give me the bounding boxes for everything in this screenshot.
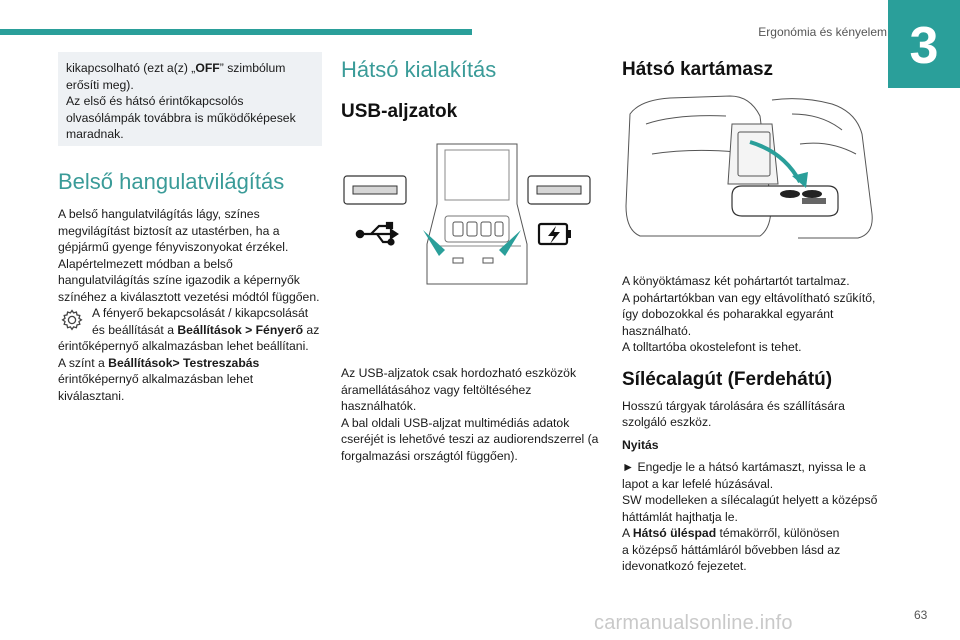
text-line: A pohártartókban van egy eltávolítható szűkítő, xyxy=(622,290,876,305)
text-line: így dobozokkal és poharakkal egyaránt xyxy=(622,307,834,321)
text-line: Hosszú tárgyak tárolására és szállítására xyxy=(622,398,845,413)
settings-instruction xyxy=(58,305,322,338)
ambient-paragraph xyxy=(58,206,322,305)
heading-rear-layout: Hátsó kialakítás xyxy=(341,57,497,82)
armrest-paragraph xyxy=(622,273,884,356)
usb-ports-illustration xyxy=(341,134,603,294)
usb-port-left xyxy=(344,176,406,204)
column-right xyxy=(622,52,884,575)
heading-ski-tunnel: Sílécalagút (Ferdehátú) xyxy=(622,368,833,390)
note-line: kikapcsolható (ezt a(z) „OFF” szimbólum xyxy=(66,61,286,75)
text-line: ► Engedje le a hátsó kartámaszt, nyissa le a xyxy=(622,460,866,474)
text-line: cseréjét is lehetővé teszi az audiorendszerrel (a xyxy=(341,432,599,446)
column-left xyxy=(58,52,322,404)
text-line: A könyöktámasz két pohártartót tartalmaz. xyxy=(622,274,850,288)
text-line: hangulatvilágítás színe igazodik a képernyők xyxy=(58,273,300,287)
text-line: A bal oldali USB-aljzat multimédiás adatok xyxy=(341,415,570,430)
text-line: színéhez a kiválasztott vezetési módtól függően. xyxy=(58,289,320,304)
text-line: forgalmazási országtól függően). xyxy=(341,448,518,463)
text-line: használható. xyxy=(622,323,692,338)
text-line: érintőképernyő alkalmazásban lehet beállítani. xyxy=(58,339,309,353)
section-title: Ergonómia és kényelem xyxy=(758,25,887,39)
text-line: idevonatkozó fejezetet. xyxy=(622,559,747,573)
note-line: maradnak. xyxy=(66,127,124,141)
chapter-badge: 3 xyxy=(888,0,960,88)
watermark: carmanualsonline.info xyxy=(594,612,793,634)
armrest-illustration xyxy=(622,94,884,244)
text-line: a középső háttámláról bővebben lásd az xyxy=(622,542,841,557)
text-line: A színt a Beállítások> Testreszabás xyxy=(58,355,260,370)
note-line: olvasólámpák továbbra is működőképesek xyxy=(66,110,296,125)
note-box xyxy=(58,52,322,146)
text-line: és beállítását a Beállítások > Fényerő az xyxy=(92,322,320,337)
arrow-right xyxy=(499,230,521,256)
header-accent-bar xyxy=(0,29,472,35)
text-line: érintőképernyő alkalmazásban lehet kiválasztani. xyxy=(58,372,254,403)
text-line: A fényerő bekapcsolását / kikapcsolását xyxy=(92,306,309,320)
text-line: Alapértelmezett módban a belső xyxy=(58,256,233,271)
text-line: A Hátsó üléspad témakörről, különösen xyxy=(622,526,840,540)
armrest xyxy=(732,186,838,216)
text-line: szolgáló eszköz. xyxy=(622,415,712,429)
heading-rear-armrest: Hátsó kartámasz xyxy=(622,59,774,80)
note-line: Az első és hátsó érintőkapcsolós xyxy=(66,94,244,108)
ski-tunnel-paragraph xyxy=(622,398,884,431)
note-line: erősíti meg). xyxy=(66,77,134,92)
page-number: 63 xyxy=(914,608,928,622)
text-line: háttámlát hajthatja le. xyxy=(622,509,738,524)
text-line: gépjármű gyenge fényviszonyokat érzékel. xyxy=(58,240,289,254)
opening-steps xyxy=(622,459,884,575)
arrow-left xyxy=(423,230,445,256)
text-line: áramellátásához vagy feltöltéséhez xyxy=(341,382,532,397)
opening-label: Nyitás xyxy=(622,437,659,452)
heading-ambient-lighting: Belső hangulatvilágítás xyxy=(58,169,285,194)
battery-charging-icon xyxy=(539,224,571,244)
text-line: A belső hangulatvilágítás lágy, színes xyxy=(58,207,260,221)
column-middle xyxy=(341,52,603,464)
text-line: Az USB-aljzatok csak hordozható eszközök xyxy=(341,366,577,380)
text-line: SW modelleken a sílécalagút helyett a középső xyxy=(622,493,878,507)
text-line: A tolltartóba okostelefont is tehet. xyxy=(622,340,802,354)
heading-usb-sockets: USB-aljzatok xyxy=(341,101,458,122)
gear-icon xyxy=(58,306,86,334)
usb-port-right xyxy=(528,176,590,204)
text-line: használhatók. xyxy=(341,399,417,413)
text-line: lapot a kar lefelé húzásával. xyxy=(622,476,774,491)
usb-paragraph xyxy=(341,365,603,464)
text-line: megvilágítást biztosít az utastérben, ha a xyxy=(58,223,280,238)
usb-symbol-icon xyxy=(357,223,397,245)
